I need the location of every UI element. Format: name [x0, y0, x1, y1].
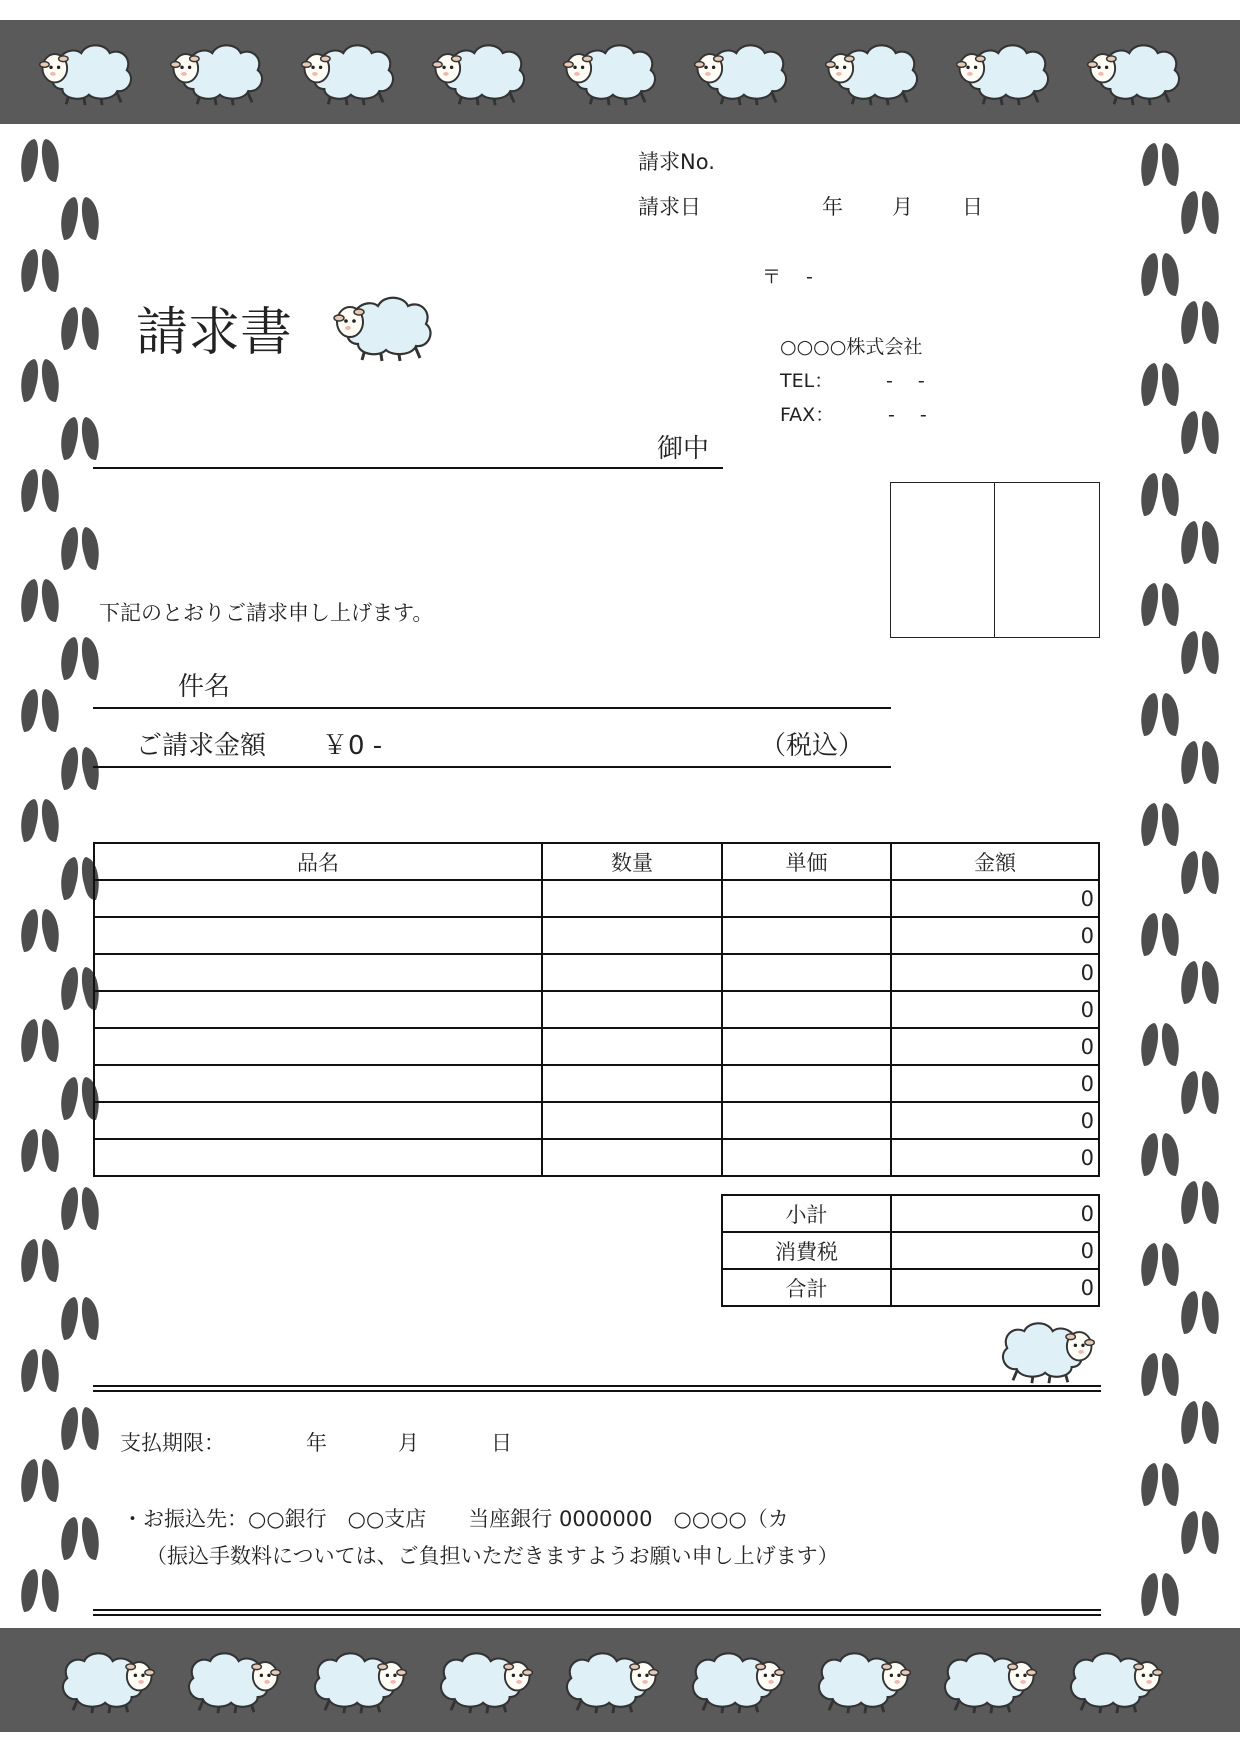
amount-cell: 0	[891, 991, 1099, 1028]
payment-deadline-label: 支払期限：	[120, 1431, 225, 1455]
hoofprint-icon	[18, 1016, 62, 1066]
sheep-icon	[1082, 36, 1188, 110]
hoofprint-icon	[18, 1566, 62, 1616]
payment-month-label: 月	[398, 1431, 419, 1455]
hoofprint-icon	[1178, 1288, 1222, 1338]
quantity-cell	[542, 1065, 722, 1102]
tax-included-note: （税込）	[760, 731, 865, 761]
col-header-unit-price: 単価	[722, 843, 891, 880]
sheep-icon	[427, 36, 533, 110]
sheep-icon	[1062, 1644, 1168, 1718]
amount-value: ￥0 -	[322, 731, 383, 761]
tel-value: - -	[886, 370, 925, 392]
col-header-item-name: 品名	[94, 843, 542, 880]
col-header-quantity: 数量	[542, 843, 722, 880]
hoofprint-icon	[18, 1346, 62, 1396]
hoofprint-icon	[1138, 470, 1182, 520]
tax-value: 0	[891, 1232, 1099, 1269]
items-table	[93, 842, 1100, 1177]
hoofprint-icon	[18, 136, 62, 186]
sheep-icon	[296, 36, 402, 110]
subject-underline	[93, 707, 891, 709]
quantity-cell	[542, 917, 722, 954]
hoofprint-icon	[1178, 408, 1222, 458]
hoofprint-icon	[58, 194, 102, 244]
item-name-cell	[94, 954, 542, 991]
total-value: 0	[891, 1269, 1099, 1306]
sheep-icon	[689, 36, 795, 110]
quantity-cell	[542, 1102, 722, 1139]
amount-cell: 0	[891, 954, 1099, 991]
sheep-icon	[810, 1644, 916, 1718]
hoofprint-icon	[1178, 1068, 1222, 1118]
table-row	[94, 1065, 1099, 1102]
hoofprint-icon	[1178, 1508, 1222, 1558]
sheep-icon	[820, 36, 926, 110]
hoofprint-icon	[1138, 1240, 1182, 1290]
hoofprint-icon	[1138, 580, 1182, 630]
table-row	[94, 1028, 1099, 1065]
hoofprint-icon	[18, 1236, 62, 1286]
invoice-year-label: 年	[822, 195, 843, 219]
stamp-box-right	[994, 482, 1100, 638]
divider-line	[93, 1385, 1101, 1387]
divider-line	[93, 1609, 1101, 1611]
hoofprint-icon	[1178, 188, 1222, 238]
hoofprint-icon	[18, 686, 62, 736]
company-name: ○○○○株式会社	[780, 336, 923, 358]
sheep-icon	[34, 36, 140, 110]
item-name-cell	[94, 1139, 542, 1176]
hoofprint-icon	[1178, 848, 1222, 898]
unit-price-cell	[722, 880, 891, 917]
hoofprint-icon	[58, 1294, 102, 1344]
hoofprint-icon	[58, 1184, 102, 1234]
hoofprint-icon	[58, 744, 102, 794]
hoofprint-icon	[58, 634, 102, 684]
quantity-cell	[542, 880, 722, 917]
invoice-date-label: 請求日	[638, 195, 701, 219]
amount-cell: 0	[891, 1139, 1099, 1176]
amount-underline	[93, 766, 891, 768]
hoofprint-icon	[18, 576, 62, 626]
sheep-icon	[558, 36, 664, 110]
sheep-icon	[432, 1644, 538, 1718]
amount-label: ご請求金額	[136, 731, 267, 761]
postal-code: 〒 -	[762, 266, 813, 288]
sheep-icon	[306, 1644, 412, 1718]
invoice-no-label: 請求No.	[638, 150, 715, 174]
items-table-header	[94, 843, 1099, 880]
hoofprint-icon	[1138, 250, 1182, 300]
hoofprint-icon	[1138, 1020, 1182, 1070]
hoofprint-icon	[1178, 738, 1222, 788]
hoofprint-icon	[1138, 910, 1182, 960]
transfer-fee-note: （振込手数料については、ご負担いただきますようお願い申し上げます）	[146, 1544, 839, 1568]
amount-cell: 0	[891, 880, 1099, 917]
divider-line	[93, 1390, 1101, 1392]
unit-price-cell	[722, 954, 891, 991]
stamp-box-left	[890, 482, 996, 638]
hoofprint-icon	[1178, 628, 1222, 678]
tax-label: 消費税	[722, 1232, 891, 1269]
amount-cell: 0	[891, 1102, 1099, 1139]
sheep-icon	[558, 1644, 664, 1718]
unit-price-cell	[722, 991, 891, 1028]
item-name-cell	[94, 1065, 542, 1102]
divider-line	[93, 1614, 1101, 1616]
bank-transfer-info: ・お振込先：○○銀行 ○○支店 当座銀行 0000000 ○○○○（カ	[122, 1507, 789, 1531]
subtotal-label: 小計	[722, 1195, 891, 1232]
hoofprint-icon	[18, 796, 62, 846]
invoice-day-label: 日	[962, 195, 983, 219]
sheep-icon	[951, 36, 1057, 110]
invoice-month-label: 月	[892, 195, 913, 219]
hoofprint-icon	[18, 906, 62, 956]
tax-row	[722, 1232, 1099, 1269]
table-row	[94, 1102, 1099, 1139]
hoofprint-icon	[1138, 1460, 1182, 1510]
hoofprint-icon	[1178, 298, 1222, 348]
hoofprint-icon	[58, 1404, 102, 1454]
sheep-icon	[994, 1314, 1100, 1388]
recipient-suffix: 御中	[657, 434, 710, 464]
hoofprint-icon	[1178, 1178, 1222, 1228]
unit-price-cell	[722, 1102, 891, 1139]
item-name-cell	[94, 991, 542, 1028]
document-title: 請求書	[136, 303, 293, 363]
hoofprint-icon	[1138, 800, 1182, 850]
amount-cell: 0	[891, 917, 1099, 954]
total-label: 合計	[722, 1269, 891, 1306]
hoofprint-icon	[1138, 690, 1182, 740]
hoofprint-icon	[58, 1514, 102, 1564]
quantity-cell	[542, 954, 722, 991]
tel-label: TEL：	[780, 370, 834, 392]
table-row	[94, 1139, 1099, 1176]
payment-day-label: 日	[491, 1431, 512, 1455]
request-message: 下記のとおりご請求申し上げます。	[99, 601, 434, 625]
recipient-underline	[93, 467, 723, 469]
unit-price-cell	[722, 1028, 891, 1065]
fax-value: - -	[888, 404, 927, 426]
hoofprint-icon	[1138, 1130, 1182, 1180]
quantity-cell	[542, 1028, 722, 1065]
hoofprint-icon	[58, 414, 102, 464]
hoofprint-icon	[1138, 140, 1182, 190]
sheep-icon	[165, 36, 271, 110]
hoofprint-icon	[18, 1126, 62, 1176]
sheep-icon	[180, 1644, 286, 1718]
unit-price-cell	[722, 917, 891, 954]
hoofprint-icon	[1138, 1350, 1182, 1400]
total-row	[722, 1269, 1099, 1306]
amount-cell: 0	[891, 1065, 1099, 1102]
hoofprint-icon	[1138, 360, 1182, 410]
subject-label: 件名	[178, 672, 231, 702]
sheep-icon	[328, 288, 440, 366]
hoofprint-icon	[1178, 518, 1222, 568]
sheep-icon	[936, 1644, 1042, 1718]
hoofprint-icon	[18, 466, 62, 516]
subtotal-value: 0	[891, 1195, 1099, 1232]
subtotal-row	[722, 1195, 1099, 1232]
table-row	[94, 880, 1099, 917]
amount-cell: 0	[891, 1028, 1099, 1065]
item-name-cell	[94, 880, 542, 917]
item-name-cell	[94, 1028, 542, 1065]
table-row	[94, 954, 1099, 991]
col-header-amount: 金額	[891, 843, 1099, 880]
totals-table	[721, 1194, 1100, 1307]
quantity-cell	[542, 1139, 722, 1176]
item-name-cell	[94, 917, 542, 954]
fax-label: FAX：	[780, 404, 835, 426]
hoofprint-icon	[18, 1456, 62, 1506]
hoofprint-icon	[1178, 958, 1222, 1008]
unit-price-cell	[722, 1065, 891, 1102]
hoofprint-icon	[18, 246, 62, 296]
hoofprint-icon	[1178, 1398, 1222, 1448]
payment-year-label: 年	[306, 1431, 327, 1455]
unit-price-cell	[722, 1139, 891, 1176]
table-row	[94, 991, 1099, 1028]
table-row	[94, 917, 1099, 954]
hoofprint-icon	[58, 304, 102, 354]
sheep-icon	[684, 1644, 790, 1718]
hoofprint-icon	[1138, 1570, 1182, 1620]
hoofprint-icon	[18, 356, 62, 406]
quantity-cell	[542, 991, 722, 1028]
sheep-icon	[54, 1644, 160, 1718]
item-name-cell	[94, 1102, 542, 1139]
hoofprint-icon	[58, 524, 102, 574]
